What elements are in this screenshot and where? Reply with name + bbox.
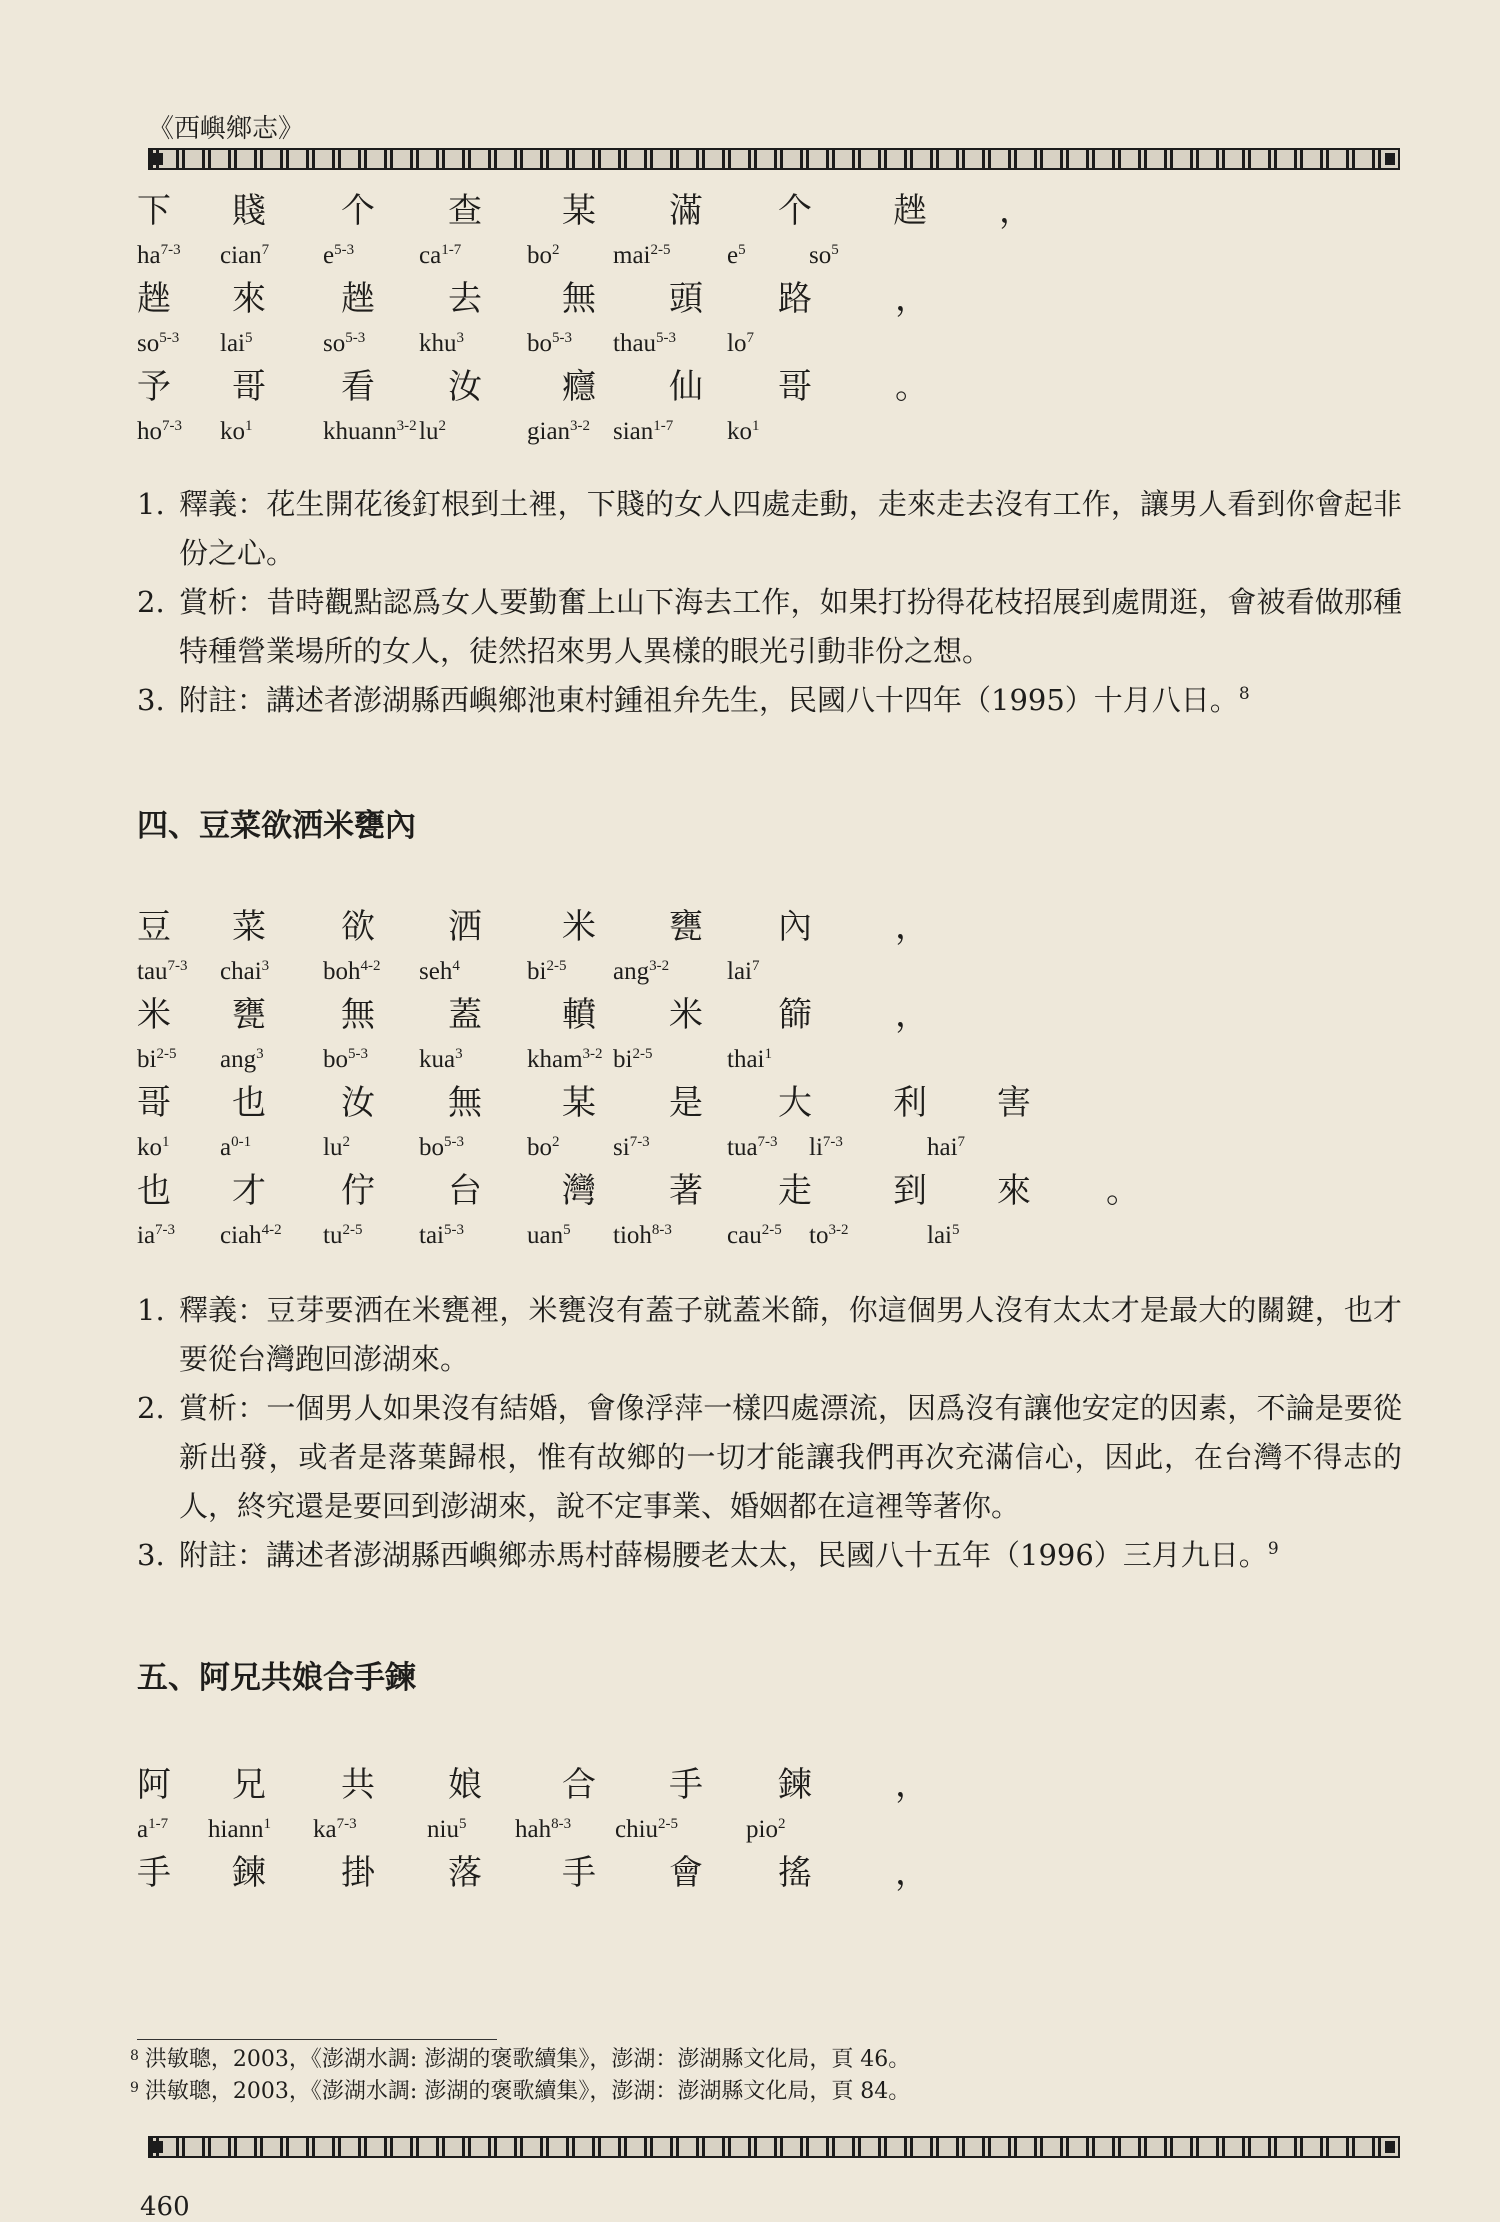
verse-char: 害 — [997, 1083, 1031, 1123]
verse-char: 个 — [778, 191, 812, 231]
pinyin-syllable: $e^{5-3}$ — [323, 242, 355, 269]
section-5-verse — [137, 1762, 1400, 1896]
verse-char: 甕 — [232, 995, 266, 1035]
pinyin-syllable: kua$^3$ — [419, 1046, 463, 1073]
verse-char: 豆 — [137, 907, 171, 947]
song3-verse — [137, 188, 1400, 452]
verse-char: 阿 — [137, 1765, 171, 1805]
pinyin-syllable: kham$^{3-2}$ — [527, 1046, 603, 1073]
pinyin-syllable: tau$^{7-3}$ — [137, 958, 188, 985]
annotation-note: 2. 賞析：一個男人如果沒有結婚，會像浮萍一樣四處漂流，因爲沒有讓他安定的因素，不論是要從新出發，或者是落葉歸根，惟有故鄉的一切才能讓我們再次充滿信心，因此，在台灣不得志的人，終究還是要回到澎湖來，說不定事業、婚姻都在這裡等著你。 — [137, 1391, 1402, 1523]
pinyin-line — [137, 322, 1400, 364]
verse-line — [137, 1080, 1400, 1126]
section-4-notes — [137, 1286, 1402, 1580]
pinyin-syllable: niu$^5$ — [427, 1816, 467, 1843]
verse-char: 哥 — [778, 367, 812, 407]
verse-char: 灣 — [562, 1171, 596, 1211]
pinyin-syllable: khuann$^{3-2}$ — [323, 418, 417, 445]
pinyin-syllable: $bo^{5-3}$ — [527, 330, 572, 357]
pinyin-syllable: $a^{0-1}$ — [220, 1134, 252, 1161]
verse-char: ， — [895, 1765, 929, 1805]
verse-char: 趖 — [341, 279, 375, 319]
pinyin-syllable: hai$^7$ — [927, 1134, 966, 1161]
pinyin-syllable: tai$^{5-3}$ — [419, 1222, 464, 1249]
annotation-note: 1. 釋義：豆芽要洒在米甕裡，米甕沒有蓋子就蓋米篩，你這個男人沒有太太才是最大的關鍵，也才要從台灣跑回澎湖來。 — [137, 1293, 1402, 1376]
song3-notes — [137, 480, 1402, 725]
verse-line — [137, 188, 1400, 234]
verse-char: 去 — [448, 279, 482, 319]
verse-char: 哥 — [232, 367, 266, 407]
verse-char: 汝 — [341, 1083, 375, 1123]
pinyin-syllable: tioh$^{8-3}$ — [613, 1222, 672, 1249]
verse-char: 著 — [669, 1171, 703, 1211]
verse-char: 欲 — [341, 907, 375, 947]
pinyin-syllable: $si^{7-3}$ — [613, 1134, 650, 1161]
pinyin-syllable: $ia^{7-3}$ — [137, 1222, 176, 1249]
footnote-8: $^8$ 洪敏聰，2003，《澎湖水調: 澎湖的褒歌續集》，澎湖：澎湖縣文化局，頁 46。 — [130, 2047, 911, 2072]
pinyin-syllable: $li^{7-3}$ — [809, 1134, 843, 1161]
verse-char: 走 — [778, 1171, 812, 1211]
verse-char: 手 — [137, 1853, 171, 1893]
verse-char: 利 — [893, 1083, 927, 1123]
annotation-note: 3. 附註：講述者澎湖縣西嶼鄉赤馬村薛楊腰老太太，民國八十五年（1996）三月九日。$^9$ — [137, 1538, 1279, 1572]
pinyin-syllable: ang$^3$ — [220, 1046, 264, 1073]
pinyin-syllable: boh$^{4-2}$ — [323, 958, 381, 985]
verse-char: 賤 — [232, 191, 266, 231]
annotation-note: 2. 賞析：昔時觀點認爲女人要勤奮上山下海去工作，如果打扮得花枝招展到處閒逛，會被看做那種特種營業場所的女人，徒然招來男人異樣的眼光引動非份之想。 — [137, 585, 1402, 668]
pinyin-syllable: $e^5$ — [727, 242, 746, 269]
pinyin-syllable: $bo^2$ — [527, 1134, 560, 1161]
verse-char: 个 — [341, 191, 375, 231]
verse-char: 米 — [562, 907, 596, 947]
section-4-title: 四、豆菜欲洒米甕內 — [137, 808, 416, 844]
verse-char: 趖 — [893, 191, 927, 231]
pinyin-syllable: $so^{5-3}$ — [323, 330, 366, 357]
pinyin-syllable: $lo^7$ — [727, 330, 754, 357]
pinyin-syllable: $ko^1$ — [727, 418, 760, 445]
pinyin-syllable: chai$^3$ — [220, 958, 270, 985]
verse-char: 下 — [137, 191, 171, 231]
verse-char: 共 — [341, 1765, 375, 1805]
pinyin-line — [137, 1038, 1400, 1080]
pinyin-syllable: $bo^{5-3}$ — [323, 1046, 368, 1073]
pinyin-syllable: lai$^7$ — [727, 958, 760, 985]
pinyin-syllable: thau$^{5-3}$ — [613, 330, 677, 357]
verse-char: 轒 — [562, 995, 596, 1035]
verse-char: 予 — [137, 367, 171, 407]
top-ornamental-band — [148, 148, 1400, 170]
footnote-divider — [137, 2039, 497, 2040]
footnote-ref[interactable]: 8 — [1238, 684, 1250, 704]
verse-char: 滿 — [669, 191, 703, 231]
bottom-ornamental-band — [148, 2136, 1400, 2158]
pinyin-line — [137, 410, 1400, 452]
pinyin-line — [137, 1214, 1400, 1256]
pinyin-syllable: $a^{1-7}$ — [137, 1816, 169, 1843]
pinyin-syllable: $ko^1$ — [220, 418, 253, 445]
verse-line — [137, 992, 1400, 1038]
verse-char: 看 — [341, 367, 375, 407]
pinyin-syllable: uan$^5$ — [527, 1222, 571, 1249]
verse-char: 到 — [893, 1171, 927, 1211]
verse-char: 無 — [341, 995, 375, 1035]
pinyin-syllable: hiann$^1$ — [208, 1816, 272, 1843]
verse-char: 某 — [562, 191, 596, 231]
book-title: 《西嶼鄉志》 — [148, 114, 305, 144]
verse-char: 佇 — [341, 1171, 375, 1211]
verse-char: 。 — [895, 367, 929, 407]
pinyin-syllable: $bo^{5-3}$ — [419, 1134, 464, 1161]
verse-line — [137, 276, 1400, 322]
verse-char: 會 — [669, 1853, 703, 1893]
verse-line — [137, 364, 1400, 410]
pinyin-syllable: $bi^{2-5}$ — [527, 958, 567, 985]
verse-char: 無 — [448, 1083, 482, 1123]
pinyin-syllable: $ka^{7-3}$ — [313, 1816, 357, 1843]
verse-char: 路 — [778, 279, 812, 319]
pinyin-syllable: thai$^1$ — [727, 1046, 772, 1073]
verse-char: ， — [895, 995, 929, 1035]
verse-char: 內 — [778, 907, 812, 947]
verse-char: 手 — [562, 1853, 596, 1893]
verse-char: 台 — [448, 1171, 482, 1211]
verse-char: 某 — [562, 1083, 596, 1123]
pinyin-syllable: $bo^2$ — [527, 242, 560, 269]
footnote-9: $^9$ 洪敏聰，2003，《澎湖水調: 澎湖的褒歌續集》，澎湖：澎湖縣文化局，頁 84。 — [130, 2079, 911, 2104]
verse-char: 手 — [669, 1765, 703, 1805]
verse-line — [137, 904, 1400, 950]
pinyin-syllable: $to^{3-2}$ — [809, 1222, 849, 1249]
verse-char: 來 — [997, 1171, 1031, 1211]
verse-char: 。 — [1106, 1171, 1140, 1211]
verse-line — [137, 1762, 1400, 1808]
verse-char: 洒 — [448, 907, 482, 947]
verse-char: 仙 — [669, 367, 703, 407]
verse-char: 落 — [448, 1853, 482, 1893]
pinyin-line — [137, 1126, 1400, 1168]
verse-char: 頭 — [669, 279, 703, 319]
pinyin-syllable: lai$^5$ — [927, 1222, 960, 1249]
pinyin-syllable: $bi^{2-5}$ — [137, 1046, 177, 1073]
section-4-verse — [137, 904, 1400, 1256]
verse-char: 也 — [137, 1171, 171, 1211]
verse-char: ， — [999, 191, 1033, 231]
verse-char: 汝 — [448, 367, 482, 407]
verse-char: 才 — [232, 1171, 266, 1211]
pinyin-syllable: $lu^2$ — [323, 1134, 350, 1161]
pinyin-syllable: seh$^4$ — [419, 958, 460, 985]
verse-char: 哥 — [137, 1083, 171, 1123]
pinyin-syllable: $ha^{7-3}$ — [137, 242, 181, 269]
pinyin-syllable: sian$^{1-7}$ — [613, 418, 674, 445]
pinyin-syllable: hah$^{8-3}$ — [515, 1816, 572, 1843]
verse-char: 無 — [562, 279, 596, 319]
verse-char: 菜 — [232, 907, 266, 947]
pinyin-syllable: $lu^2$ — [419, 418, 446, 445]
pinyin-syllable: mai$^{2-5}$ — [613, 242, 671, 269]
verse-char: 娘 — [448, 1765, 482, 1805]
verse-line — [137, 1168, 1400, 1214]
footnote-ref[interactable]: 9 — [1267, 1539, 1279, 1559]
pinyin-syllable: khu$^3$ — [419, 330, 464, 357]
section-5-title: 五、阿兄共娘合手鍊 — [137, 1660, 416, 1696]
pinyin-syllable: $so^{5-3}$ — [137, 330, 180, 357]
verse-char: 米 — [669, 995, 703, 1035]
pinyin-syllable: $ca^{1-7}$ — [419, 242, 462, 269]
annotation-note: 3. 附註：講述者澎湖縣西嶼鄉池東村鍾祖弁先生，民國八十四年（1995）十月八日。$^8$ — [137, 683, 1250, 717]
pinyin-line — [137, 950, 1400, 992]
verse-char: 來 — [232, 279, 266, 319]
pinyin-syllable: $so^5$ — [809, 242, 839, 269]
pinyin-line — [137, 1808, 1400, 1850]
pinyin-syllable: gian$^{3-2}$ — [527, 418, 591, 445]
pinyin-syllable: cau$^{2-5}$ — [727, 1222, 782, 1249]
verse-char: ， — [895, 907, 929, 947]
verse-char: 米 — [137, 995, 171, 1035]
verse-char: 鍊 — [232, 1853, 266, 1893]
page-number: 460 — [140, 2192, 190, 2222]
pinyin-syllable: ciah$^{4-2}$ — [220, 1222, 282, 1249]
verse-char: 掛 — [341, 1853, 375, 1893]
verse-line — [137, 1850, 1400, 1896]
pinyin-syllable: tua$^{7-3}$ — [727, 1134, 778, 1161]
verse-char: 蓋 — [448, 995, 482, 1035]
verse-char: 趖 — [137, 279, 171, 319]
verse-char: 篩 — [778, 995, 812, 1035]
verse-char: 是 — [669, 1083, 703, 1123]
pinyin-syllable: $bi^{2-5}$ — [613, 1046, 653, 1073]
verse-char: ， — [895, 1853, 929, 1893]
pinyin-syllable: cian$^7$ — [220, 242, 270, 269]
pinyin-syllable: $ho^{7-3}$ — [137, 418, 182, 445]
verse-char: 癮 — [562, 367, 596, 407]
verse-char: 合 — [562, 1765, 596, 1805]
pinyin-syllable: $tu^{2-5}$ — [323, 1222, 363, 1249]
verse-char: 甕 — [669, 907, 703, 947]
pinyin-syllable: chiu$^{2-5}$ — [615, 1816, 679, 1843]
verse-char: 查 — [448, 191, 482, 231]
annotation-note: 1. 釋義：花生開花後釘根到土裡，下賤的女人四處走動，走來走去沒有工作，讓男人看到你會起非份之心。 — [137, 487, 1402, 570]
verse-char: 兄 — [232, 1765, 266, 1805]
pinyin-line — [137, 234, 1400, 276]
verse-char: 大 — [778, 1083, 812, 1123]
verse-char: 搖 — [778, 1853, 812, 1893]
verse-char: 也 — [232, 1083, 266, 1123]
verse-char: 鍊 — [778, 1765, 812, 1805]
pinyin-syllable: lai$^5$ — [220, 330, 253, 357]
pinyin-syllable: pio$^2$ — [746, 1816, 786, 1843]
pinyin-syllable: $ko^1$ — [137, 1134, 170, 1161]
pinyin-syllable: ang$^{3-2}$ — [613, 958, 670, 985]
verse-char: ， — [895, 279, 929, 319]
